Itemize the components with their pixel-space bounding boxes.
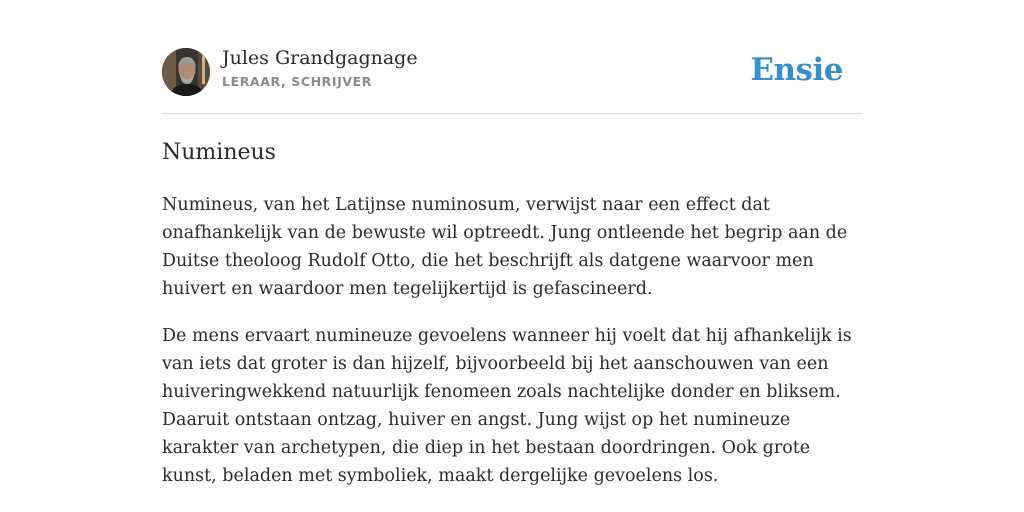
entry-title: Numineus [162,140,276,165]
author-name[interactable]: Jules Grandgagnage [222,47,418,69]
entry-paragraph-2: De mens ervaart numineuze gevoelens wanneer hij voelt dat hij afhankelijk is van iets dat groter is dan hijzelf, bijvoorbeeld bij het aanschouwen van een huiveringwekkend natuurlijk fenomeen zoals nachtelijke donder en bliksem. Daaruit ontstaan ontzag, huiver en angst. Jung wijst op het numineuze karakter van archetypen, die diep in het bestaan doordringen. Ook grote kunst, beladen met symboliek, maakt dergelijke gevoelens los. [162,326,852,486]
entry-paragraph-1: Numineus, van het Latijnse numinosum, verwijst naar een effect dat onafhankelijk van de bewuste wil optreedt. Jung ontleende het begrip aan de Duitse theoloog Rudolf Otto, die het beschrijft als datgene waarvoor men huivert en waardoor men tegelijkertijd is gefascineerd. [162,195,848,299]
entry-header [162,46,862,113]
author-avatar[interactable] [162,48,210,96]
entry-card [162,46,862,490]
author-role: LERAAR, SCHRIJVER [222,74,373,89]
header-divider [162,113,862,114]
avatar-photo-icon [162,48,210,96]
ensie-logo[interactable]: Ensie [750,52,843,88]
